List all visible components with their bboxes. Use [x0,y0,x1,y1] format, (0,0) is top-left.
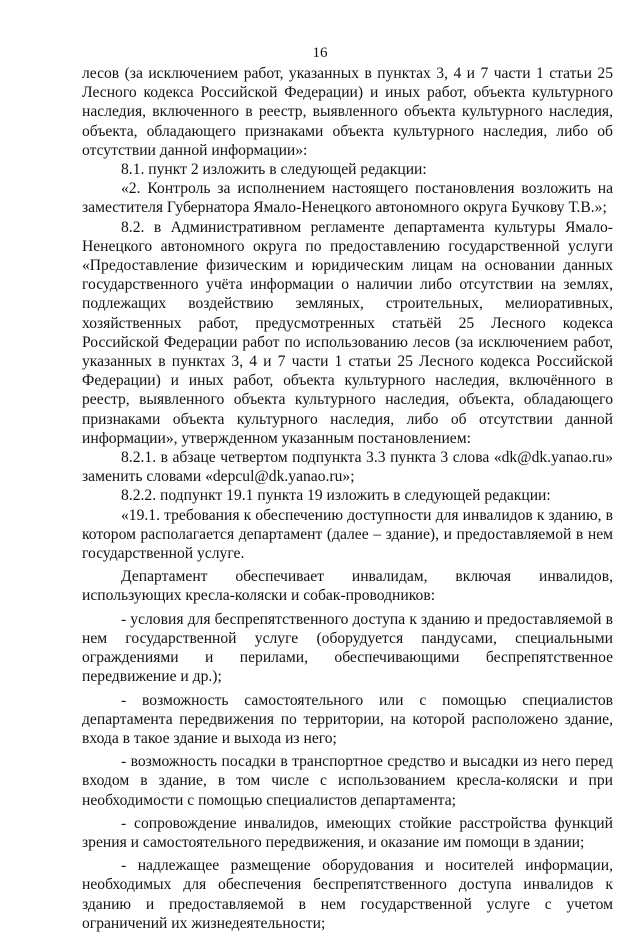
paragraph-8-1: 8.1. пункт 2 изложить в следующей редакции: [121,161,427,179]
document-body [82,64,613,933]
paragraph-quote-2: «2. Контроль за исполнением настоящего постановления возложить на заместителя Губернатора Ямало-Ненецкого автономного округа Бучкову Т.В.»; [82,180,613,217]
list-item-escort: - сопровождение инвалидов, имеющих стойкие расстройства функций зрения и самостоятельного передвижения, и оказание им помощи в здании; [82,814,613,851]
list-item-equipment-placement: - надлежащее размещение оборудования и носителей информации, необходимых для обеспечения беспрепятственного доступа инвалидов к зданию и предоставляемой в нем государственной услуге с учетом ограничений их жизнедеятельности; [82,857,613,932]
paragraph-8-2-1: 8.2.1. в абзаце четвертом подпункта 3.3 пункта 3 слова «dk@dk.yanao.ru» заменить словами «depcul@dk.yanao.ru»; [82,449,613,486]
paragraph-continuation: лесов (за исключением работ, указанных в пунктах 3, 4 и 7 части 1 статьи 25 Лесного кодекса Российской Федерации) и иных работ, объекта культурного наследия, включенного в реестр, выявленного объекта культурного наследия, объекта, обладающего признаками объекта культурного наследия, либо об отсутствии данной информации»: [82,65,613,159]
list-item-access-conditions: - условия для беспрепятственного доступа к зданию и предоставляемой в нем государственной услуге (оборудуется пандусами, специальными ограждениями и перилами, обеспечивающими беспрепятственное передвижение и др.); [82,610,613,686]
paragraph-department-provides: Департамент обеспечивает инвалидам, включая инвалидов, использующих кресла-коляски и собак-проводников: [82,568,613,605]
page-number: 16 [312,45,328,61]
paragraph-8-2-2: 8.2.2. подпункт 19.1 пункта 19 изложить в следующей редакции: [121,487,551,505]
list-item-transport: - возможность посадки в транспортное средство и высадки из него перед входом в здание, в том числе с использованием кресла-коляски и при необходимости с помощью специалистов департамента; [82,753,613,809]
paragraph-19-1: «19.1. требования к обеспечению доступности для инвалидов к зданию, в котором располагается департамент (далее – здание), и предоставляемой в нем государственной услуге. [82,506,613,563]
list-item-movement: - возможность самостоятельного или с помощью специалистов департамента передвижения по территории, на которой расположено здание, входа в такое здание и выхода из него; [82,691,613,747]
paragraph-8-2: 8.2. в Административном регламенте департамента культуры Ямало-Ненецкого автономного округа по предоставлению государственной услуги «Предоставление физическим и юридическим лицам на основании данных государственного учёта информации о наличии либо отсутствии на землях, подлежащих воздействию земляных, строительных, мелиоративных, хозяйственных работ, предусмотренных статьёй 25 Лесного кодекса Российской Федерации работ по использованию лесов (за исключением работ, указанных в пунктах 3, 4 и 7 части 1 статьи 25 Лесного кодекса Российской Федерации) и иных работ, объекта культурного наследия, включённого в реестр, выявленного объекта культурного наследия, объекта, обладающего признаками объекта культурного наследия, либо об отсутствии данной информации», утвержденном указанным постановлением: [82,218,613,447]
